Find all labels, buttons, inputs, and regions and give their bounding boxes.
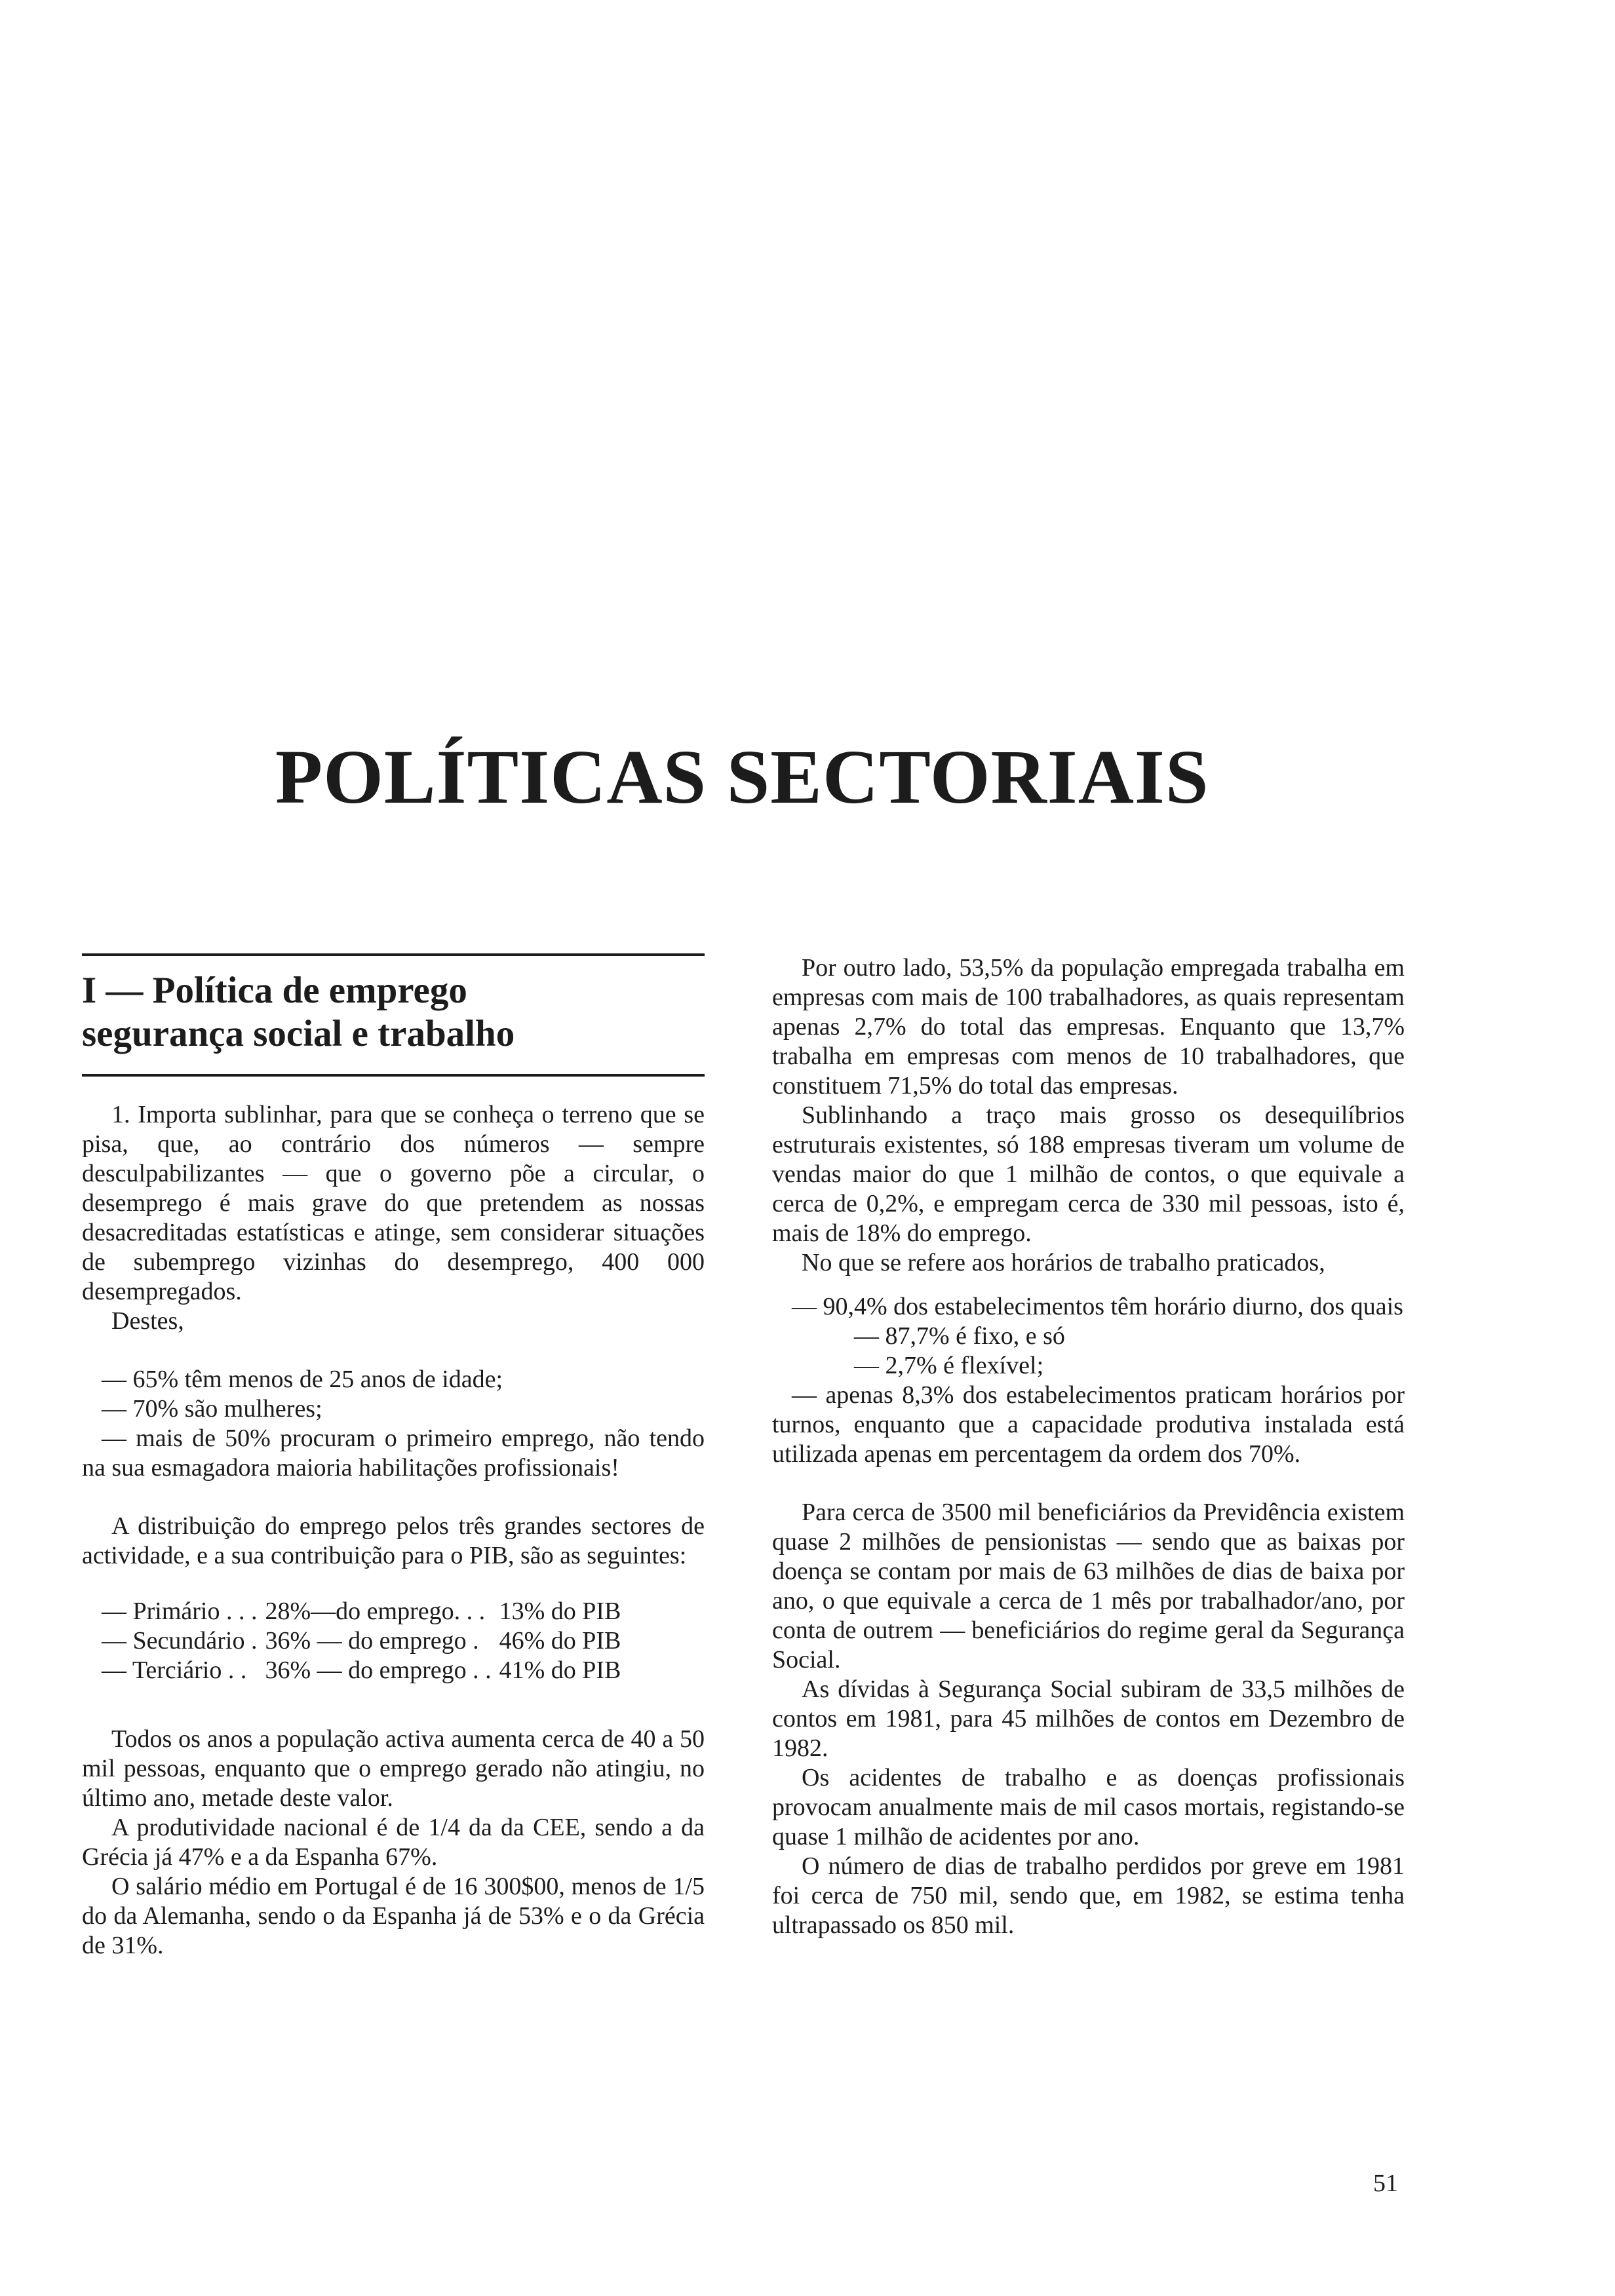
table-cell: 46% do PIB [499,1627,621,1655]
table-cell: — Secundário . [102,1627,258,1655]
paragraph: Destes, [111,1307,184,1335]
page-title: POLÍTICAS SECTORIAIS [275,734,1209,820]
list-item: — 70% são mulheres; [102,1395,322,1423]
paragraph: A distribuição do emprego pelos três grandes sectores de actividade, e a sua contribuição para o PIB, são as seguintes: [82,1512,705,1569]
list-item: — 65% têm menos de 25 anos de idade; [102,1366,503,1393]
section-rule-bottom [82,1074,705,1077]
list-item: — mais de 50% procuram o primeiro emprego, não tendo na sua esmagadora maioria habilitações profissionais! [82,1425,705,1482]
table-cell: — Primário . . . [102,1598,258,1625]
section-heading [82,969,705,1056]
paragraph: Todos os anos a população activa aumenta cerca de 40 a 50 mil pessoas, enquanto que o emprego gerado não atingiu, no último ano, metade deste valor. [82,1725,705,1812]
bullet-list [772,1292,1405,1469]
table-cell: 36% — do emprego . . [265,1656,492,1684]
paragraph: O número de dias de trabalho perdidos por greve em 1981 foi cerca de 750 mil, sendo que, em 1982, se estima tenha ultrapassado os 850 mil. [772,1852,1405,1939]
section-heading-line1: I — Política de emprego [82,970,467,1011]
table-cell: 36% — do emprego . [265,1627,479,1655]
paragraph: Sublinhando a traço mais grosso os desequilíbrios estruturais existentes, só 188 empresas tiveram um volume de vendas maior do que 1 milhão de contos, o que equivale a cerca de 0,2%, e empregam cerca de 330 mil pessoas, isto é, mais de 18% do emprego. [772,1101,1405,1247]
paragraph: As dívidas à Segurança Social subiram de 33,5 milhões de contos em 1981, para 45 milhões de contos em Dezembro de 1982. [772,1675,1405,1762]
list-item: — 2,7% é flexível; [854,1352,1044,1379]
section-heading-line2: segurança social e trabalho [82,1013,515,1054]
table-cell: 13% do PIB [499,1598,621,1625]
table-cell: 41% do PIB [499,1656,621,1684]
list-item: — 87,7% é fixo, e só [854,1322,1065,1350]
table-cell: 28%—do emprego. . . [265,1598,486,1625]
table-row [102,1626,629,1656]
list-item: — 90,4% dos estabelecimentos têm horário diurno, dos quais [792,1293,1403,1320]
paragraph: No que se refere aos horários de trabalho praticados, [802,1249,1325,1276]
paragraph: O salário médio em Portugal é de 16 300$00, menos de 1/5 do da Alemanha, sendo o da Espanha já de 53% e o da Grécia de 31%. [82,1873,705,1959]
paragraph: A produtividade nacional é de 1/4 da da CEE, sendo a da Grécia já 47% e a da Espanha 67%. [82,1814,705,1871]
sector-table [102,1597,629,1685]
table-row [102,1597,629,1626]
paragraph: Os acidentes de trabalho e as doenças profissionais provocam anualmente mais de mil casos mortais, registando-se quase 1 milhão de acidentes por ano. [772,1764,1405,1850]
paragraph: Para cerca de 3500 mil beneficiários da Previdência existem quase 2 milhões de pensionistas — sendo que as baixas por doença se contam por mais de 63 milhões de dias de baixa por ano, o que equivale a cerca de 1 mês por trabalhador/ano, por conta de outrem — beneficiários do regime geral da Segurança Social. [772,1499,1405,1674]
bullet-list [82,1365,705,1483]
list-item: — apenas 8,3% dos estabelecimentos praticam horários por turnos, enquanto que a capacidade produtiva instalada está utilizada apenas em percentagem da ordem dos 70%. [772,1381,1405,1468]
page-number: 51 [1373,2170,1398,2197]
right-column [772,953,1405,1940]
table-row [102,1656,629,1685]
paragraph: Por outro lado, 53,5% da população empregada trabalha em empresas com mais de 100 trabalhadores, as quais representam apenas 2,7% do total das empresas. Enquanto que 13,7% trabalha em empresas com menos de 10 trabalhadores, que constituem 71,5% do total das empresas. [772,954,1405,1100]
left-column [82,953,705,1961]
table-cell: — Terciário . . [102,1656,247,1684]
paragraph: 1. Importa sublinhar, para que se conheça o terreno que se pisa, que, ao contrário dos números — sempre desculpabilizantes — que o governo põe a circular, o desemprego é mais grave do que pretendem as nossas desacreditadas estatísticas e atinge, sem considerar situações de subemprego vizinhas do desemprego, 400 000 desempregados. [82,1101,705,1305]
section-rule-top [82,953,705,956]
